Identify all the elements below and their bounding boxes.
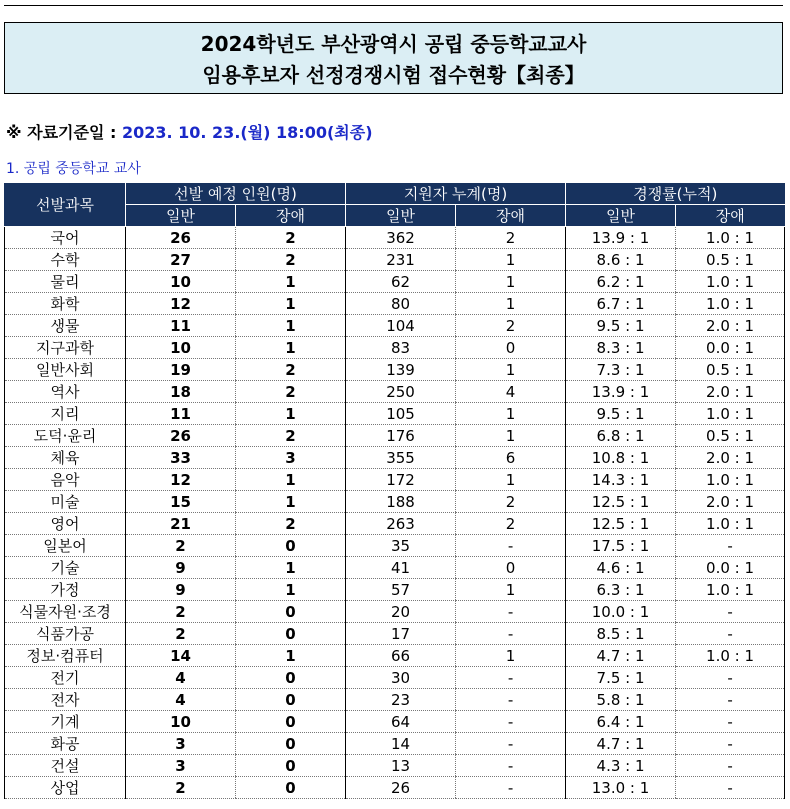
cell-subject: 정보·컴퓨터	[5, 645, 126, 667]
cell-quota-disabled: 0	[236, 777, 346, 799]
cell-subject: 수학	[5, 249, 126, 271]
cell-applicants-general: 104	[346, 315, 456, 337]
cell-applicants-disabled: 1	[456, 425, 566, 447]
cell-subject: 물리	[5, 271, 126, 293]
cell-applicants-general: 57	[346, 579, 456, 601]
cell-ratio-general: 4.6 : 1	[566, 557, 676, 579]
cell-ratio-disabled: 1.0 : 1	[676, 469, 785, 491]
cell-quota-disabled: 2	[236, 513, 346, 535]
cell-quota-disabled: 1	[236, 579, 346, 601]
cell-ratio-disabled: 1.0 : 1	[676, 403, 785, 425]
cell-subject: 지구과학	[5, 337, 126, 359]
cell-applicants-general: 23	[346, 689, 456, 711]
cell-applicants-general: 231	[346, 249, 456, 271]
cell-ratio-disabled: 1.0 : 1	[676, 293, 785, 315]
top-rule	[4, 5, 783, 6]
cell-subject: 화학	[5, 293, 126, 315]
cell-applicants-disabled: -	[456, 667, 566, 689]
cell-ratio-general: 7.5 : 1	[566, 667, 676, 689]
table-row	[5, 227, 785, 249]
cell-subject: 식물자원·조경	[5, 601, 126, 623]
table-row	[5, 249, 785, 271]
cell-quota-disabled: 0	[236, 733, 346, 755]
cell-ratio-disabled: 1.0 : 1	[676, 513, 785, 535]
cell-ratio-general: 4.7 : 1	[566, 733, 676, 755]
cell-ratio-disabled: -	[676, 535, 785, 557]
cell-applicants-disabled: -	[456, 711, 566, 733]
cell-quota-general: 11	[126, 315, 236, 337]
cell-ratio-disabled: -	[676, 777, 785, 799]
cell-ratio-disabled: -	[676, 755, 785, 777]
cell-quota-general: 2	[126, 623, 236, 645]
cell-quota-general: 2	[126, 601, 236, 623]
cell-subject: 영어	[5, 513, 126, 535]
cell-applicants-general: 139	[346, 359, 456, 381]
cell-applicants-disabled: 1	[456, 293, 566, 315]
cell-ratio-general: 14.3 : 1	[566, 469, 676, 491]
cell-quota-disabled: 2	[236, 381, 346, 403]
cell-subject: 생물	[5, 315, 126, 337]
table-row	[5, 271, 785, 293]
header-quota: 선발 예정 인원(명)	[126, 183, 346, 205]
table-row	[5, 469, 785, 491]
cell-ratio-disabled: 2.0 : 1	[676, 315, 785, 337]
cell-ratio-disabled: -	[676, 601, 785, 623]
cell-applicants-general: 35	[346, 535, 456, 557]
cell-subject: 미술	[5, 491, 126, 513]
cell-applicants-disabled: -	[456, 733, 566, 755]
cell-quota-disabled: 0	[236, 535, 346, 557]
cell-applicants-disabled: 1	[456, 249, 566, 271]
cell-ratio-general: 4.3 : 1	[566, 755, 676, 777]
cell-ratio-general: 6.8 : 1	[566, 425, 676, 447]
cell-ratio-general: 8.3 : 1	[566, 337, 676, 359]
reference-date-label: ※ 자료기준일 :	[6, 123, 122, 142]
cell-quota-general: 12	[126, 469, 236, 491]
cell-subject: 도덕·윤리	[5, 425, 126, 447]
cell-applicants-general: 83	[346, 337, 456, 359]
cell-ratio-disabled: -	[676, 667, 785, 689]
cell-applicants-disabled: 1	[456, 645, 566, 667]
cell-applicants-general: 172	[346, 469, 456, 491]
cell-ratio-general: 6.7 : 1	[566, 293, 676, 315]
cell-ratio-general: 13.9 : 1	[566, 381, 676, 403]
cell-quota-general: 11	[126, 403, 236, 425]
cell-quota-general: 10	[126, 271, 236, 293]
cell-quota-general: 21	[126, 513, 236, 535]
table-row	[5, 711, 785, 733]
cell-applicants-general: 355	[346, 447, 456, 469]
cell-quota-disabled: 0	[236, 755, 346, 777]
cell-subject: 화공	[5, 733, 126, 755]
cell-subject: 일본어	[5, 535, 126, 557]
table-row	[5, 777, 785, 799]
cell-ratio-general: 4.7 : 1	[566, 645, 676, 667]
table-row	[5, 535, 785, 557]
cell-subject: 일반사회	[5, 359, 126, 381]
table-row	[5, 315, 785, 337]
cell-applicants-general: 263	[346, 513, 456, 535]
cell-subject: 국어	[5, 227, 126, 249]
cell-ratio-disabled: 0.5 : 1	[676, 249, 785, 271]
table-row	[5, 667, 785, 689]
cell-applicants-general: 20	[346, 601, 456, 623]
header-applicants-general: 일반	[346, 205, 456, 227]
table-row	[5, 513, 785, 535]
cell-ratio-disabled: 0.0 : 1	[676, 557, 785, 579]
table-row	[5, 293, 785, 315]
cell-applicants-disabled: -	[456, 601, 566, 623]
cell-ratio-disabled: 0.5 : 1	[676, 359, 785, 381]
cell-ratio-disabled: -	[676, 733, 785, 755]
cell-applicants-general: 17	[346, 623, 456, 645]
title-banner	[4, 22, 783, 94]
cell-quota-general: 3	[126, 755, 236, 777]
cell-applicants-general: 362	[346, 227, 456, 249]
cell-ratio-general: 9.5 : 1	[566, 315, 676, 337]
data-reference-date	[6, 120, 373, 143]
cell-quota-general: 4	[126, 689, 236, 711]
cell-quota-disabled: 1	[236, 645, 346, 667]
table-row	[5, 337, 785, 359]
header-applicants-disabled: 장애	[456, 205, 566, 227]
cell-applicants-disabled: -	[456, 777, 566, 799]
reference-date-value: 2023. 10. 23.(월) 18:00(최종)	[121, 123, 373, 142]
cell-applicants-disabled: 1	[456, 271, 566, 293]
cell-applicants-general: 26	[346, 777, 456, 799]
cell-ratio-disabled: 1.0 : 1	[676, 579, 785, 601]
cell-applicants-disabled: -	[456, 535, 566, 557]
cell-applicants-general: 250	[346, 381, 456, 403]
cell-quota-general: 19	[126, 359, 236, 381]
cell-quota-disabled: 0	[236, 711, 346, 733]
cell-applicants-disabled: 1	[456, 579, 566, 601]
section-title: 1. 공립 중등학교 교사	[6, 161, 141, 177]
cell-applicants-disabled: 0	[456, 337, 566, 359]
cell-ratio-general: 9.5 : 1	[566, 403, 676, 425]
cell-quota-general: 2	[126, 535, 236, 557]
cell-ratio-general: 10.0 : 1	[566, 601, 676, 623]
cell-quota-disabled: 1	[236, 557, 346, 579]
cell-quota-disabled: 1	[236, 315, 346, 337]
table-row	[5, 425, 785, 447]
cell-applicants-disabled: 0	[456, 557, 566, 579]
cell-ratio-general: 13.0 : 1	[566, 777, 676, 799]
table-row	[5, 557, 785, 579]
cell-quota-general: 18	[126, 381, 236, 403]
table-row	[5, 645, 785, 667]
cell-ratio-general: 12.5 : 1	[566, 491, 676, 513]
cell-ratio-disabled: 0.5 : 1	[676, 425, 785, 447]
cell-applicants-disabled: 2	[456, 513, 566, 535]
cell-ratio-general: 12.5 : 1	[566, 513, 676, 535]
cell-quota-disabled: 1	[236, 337, 346, 359]
cell-quota-disabled: 0	[236, 689, 346, 711]
cell-applicants-disabled: 2	[456, 227, 566, 249]
cell-ratio-disabled: 2.0 : 1	[676, 447, 785, 469]
header-quota-general: 일반	[126, 205, 236, 227]
cell-quota-general: 26	[126, 227, 236, 249]
cell-subject: 전기	[5, 667, 126, 689]
cell-subject: 기계	[5, 711, 126, 733]
cell-applicants-general: 66	[346, 645, 456, 667]
cell-applicants-disabled: -	[456, 623, 566, 645]
cell-quota-general: 9	[126, 557, 236, 579]
cell-ratio-disabled: -	[676, 689, 785, 711]
cell-ratio-disabled: -	[676, 711, 785, 733]
cell-subject: 식품가공	[5, 623, 126, 645]
cell-applicants-disabled: 1	[456, 469, 566, 491]
cell-quota-disabled: 0	[236, 623, 346, 645]
cell-quota-disabled: 2	[236, 425, 346, 447]
cell-ratio-general: 8.5 : 1	[566, 623, 676, 645]
table-row	[5, 623, 785, 645]
cell-quota-disabled: 1	[236, 491, 346, 513]
cell-quota-general: 9	[126, 579, 236, 601]
cell-ratio-disabled: -	[676, 623, 785, 645]
cell-ratio-disabled: 2.0 : 1	[676, 491, 785, 513]
cell-ratio-general: 6.4 : 1	[566, 711, 676, 733]
table-row	[5, 381, 785, 403]
cell-ratio-disabled: 0.0 : 1	[676, 337, 785, 359]
header-subject: 선발과목	[5, 183, 126, 227]
cell-quota-general: 10	[126, 711, 236, 733]
cell-applicants-disabled: 6	[456, 447, 566, 469]
cell-applicants-general: 80	[346, 293, 456, 315]
header-ratio-general: 일반	[566, 205, 676, 227]
cell-quota-general: 26	[126, 425, 236, 447]
cell-quota-general: 33	[126, 447, 236, 469]
table-body	[5, 227, 785, 799]
cell-applicants-disabled: 1	[456, 359, 566, 381]
title-line-2: 임용후보자 선정경쟁시험 접수현황【최종】	[202, 63, 585, 87]
header-applicants: 지원자 누계(명)	[346, 183, 566, 205]
cell-quota-disabled: 1	[236, 403, 346, 425]
cell-subject: 음악	[5, 469, 126, 491]
cell-ratio-general: 6.2 : 1	[566, 271, 676, 293]
cell-ratio-general: 17.5 : 1	[566, 535, 676, 557]
cell-ratio-disabled: 1.0 : 1	[676, 645, 785, 667]
table-row	[5, 733, 785, 755]
header-ratio-disabled: 장애	[676, 205, 785, 227]
cell-quota-disabled: 2	[236, 249, 346, 271]
header-quota-disabled: 장애	[236, 205, 346, 227]
cell-quota-general: 10	[126, 337, 236, 359]
cell-ratio-disabled: 1.0 : 1	[676, 271, 785, 293]
cell-subject: 지리	[5, 403, 126, 425]
cell-applicants-general: 64	[346, 711, 456, 733]
cell-applicants-disabled: 2	[456, 491, 566, 513]
table-row	[5, 579, 785, 601]
cell-ratio-general: 5.8 : 1	[566, 689, 676, 711]
cell-subject: 건설	[5, 755, 126, 777]
cell-applicants-general: 13	[346, 755, 456, 777]
cell-ratio-general: 8.6 : 1	[566, 249, 676, 271]
cell-applicants-disabled: 4	[456, 381, 566, 403]
cell-applicants-general: 14	[346, 733, 456, 755]
cell-applicants-disabled: 1	[456, 403, 566, 425]
table-row	[5, 601, 785, 623]
cell-ratio-disabled: 2.0 : 1	[676, 381, 785, 403]
table-row	[5, 689, 785, 711]
table-row	[5, 403, 785, 425]
cell-quota-disabled: 1	[236, 293, 346, 315]
cell-quota-general: 15	[126, 491, 236, 513]
cell-ratio-disabled: 1.0 : 1	[676, 227, 785, 249]
cell-subject: 가정	[5, 579, 126, 601]
cell-applicants-general: 188	[346, 491, 456, 513]
cell-subject: 체육	[5, 447, 126, 469]
cell-applicants-general: 176	[346, 425, 456, 447]
cell-applicants-general: 105	[346, 403, 456, 425]
cell-quota-general: 2	[126, 777, 236, 799]
table-row	[5, 755, 785, 777]
cell-quota-general: 3	[126, 733, 236, 755]
table-row	[5, 447, 785, 469]
table-row	[5, 491, 785, 513]
cell-applicants-disabled: 2	[456, 315, 566, 337]
applicant-status-table	[4, 183, 785, 799]
cell-applicants-general: 62	[346, 271, 456, 293]
cell-quota-disabled: 1	[236, 469, 346, 491]
cell-subject: 역사	[5, 381, 126, 403]
table-row	[5, 359, 785, 381]
cell-ratio-general: 6.3 : 1	[566, 579, 676, 601]
cell-subject: 기술	[5, 557, 126, 579]
cell-quota-disabled: 3	[236, 447, 346, 469]
cell-quota-disabled: 0	[236, 601, 346, 623]
cell-quota-general: 12	[126, 293, 236, 315]
cell-quota-general: 14	[126, 645, 236, 667]
cell-quota-disabled: 2	[236, 227, 346, 249]
cell-quota-disabled: 1	[236, 271, 346, 293]
cell-applicants-disabled: -	[456, 755, 566, 777]
cell-quota-general: 27	[126, 249, 236, 271]
cell-ratio-general: 10.8 : 1	[566, 447, 676, 469]
cell-subject: 상업	[5, 777, 126, 799]
cell-quota-disabled: 2	[236, 359, 346, 381]
cell-ratio-general: 13.9 : 1	[566, 227, 676, 249]
cell-applicants-general: 30	[346, 667, 456, 689]
cell-applicants-general: 41	[346, 557, 456, 579]
title-line-1: 2024학년도 부산광역시 공립 중등학교교사	[200, 32, 587, 56]
cell-quota-general: 4	[126, 667, 236, 689]
cell-ratio-general: 7.3 : 1	[566, 359, 676, 381]
header-competition-ratio: 경쟁률(누적)	[566, 183, 785, 205]
cell-quota-disabled: 0	[236, 667, 346, 689]
cell-applicants-disabled: -	[456, 689, 566, 711]
cell-subject: 전자	[5, 689, 126, 711]
